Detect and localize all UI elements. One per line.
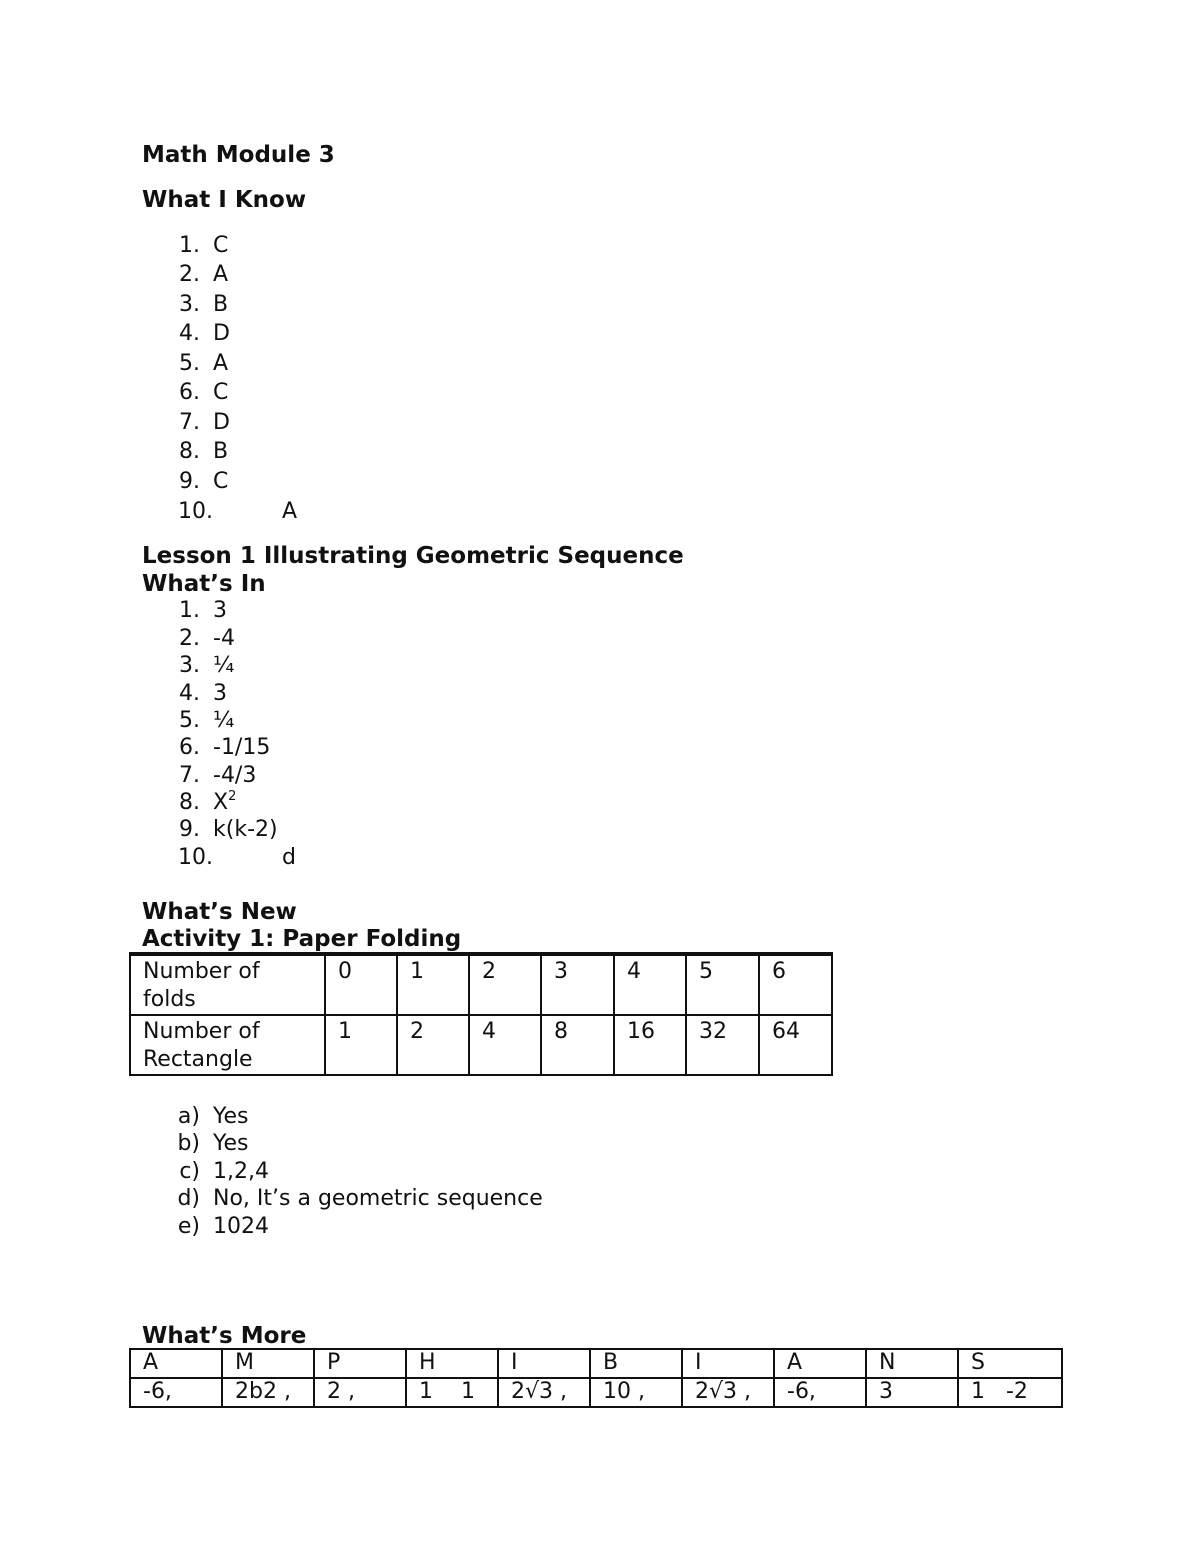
table-row (130, 1349, 1062, 1378)
table-cell: A (774, 1349, 866, 1378)
whats-more-heading: What’s More (142, 1323, 307, 1349)
activity-heading: Activity 1: Paper Folding (142, 926, 462, 952)
table-cell: 3 (866, 1378, 958, 1407)
table-cell: 1 (325, 1015, 397, 1075)
table-cell: A (130, 1349, 222, 1378)
table-cell: 4 (469, 1015, 541, 1075)
table-cell: 4 (614, 954, 686, 1015)
whats-in-heading: What’s In (142, 571, 266, 597)
table-cell: 2b2 , (222, 1378, 314, 1407)
table-row (130, 1378, 1062, 1407)
table-row-label: Number of Rectangle (130, 1015, 325, 1075)
table-cell: -6, (774, 1378, 866, 1407)
table-cell: 2√3 , (498, 1378, 590, 1407)
table-cell: 2 (469, 954, 541, 1015)
table-cell: 0 (325, 954, 397, 1015)
table-cell: M (222, 1349, 314, 1378)
table-cell: 10 , (590, 1378, 682, 1407)
table-cell: N (866, 1349, 958, 1378)
table-cell: 2 , (314, 1378, 406, 1407)
page-title: Math Module 3 (142, 142, 335, 168)
what-i-know-heading: What I Know (142, 187, 307, 213)
table-cell: 6 (759, 954, 832, 1015)
table-cell: 32 (686, 1015, 759, 1075)
table-cell: 5 (686, 954, 759, 1015)
table-row (130, 1015, 832, 1075)
table-cell: 2 (397, 1015, 469, 1075)
table-cell: -6, (130, 1378, 222, 1407)
table-cell: 1 1 (406, 1378, 498, 1407)
table-cell: 1 (397, 954, 469, 1015)
table-cell: H (406, 1349, 498, 1378)
lesson-heading: Lesson 1 Illustrating Geometric Sequence (142, 543, 684, 569)
table-cell: 16 (614, 1015, 686, 1075)
whats-more-table (129, 1348, 1063, 1408)
table-cell: 1 -2 (958, 1378, 1062, 1407)
table-cell: P (314, 1349, 406, 1378)
table-cell: B (590, 1349, 682, 1378)
table-row (130, 954, 832, 1015)
paper-folding-table (129, 952, 833, 1076)
table-cell: 3 (541, 954, 614, 1015)
table-cell: 8 (541, 1015, 614, 1075)
table-row-label: Number of folds (130, 954, 325, 1015)
whats-new-heading: What’s New (142, 899, 297, 925)
table-cell: 64 (759, 1015, 832, 1075)
table-cell: I (498, 1349, 590, 1378)
table-cell: 2√3 , (682, 1378, 774, 1407)
table-cell: I (682, 1349, 774, 1378)
table-cell: S (958, 1349, 1062, 1378)
